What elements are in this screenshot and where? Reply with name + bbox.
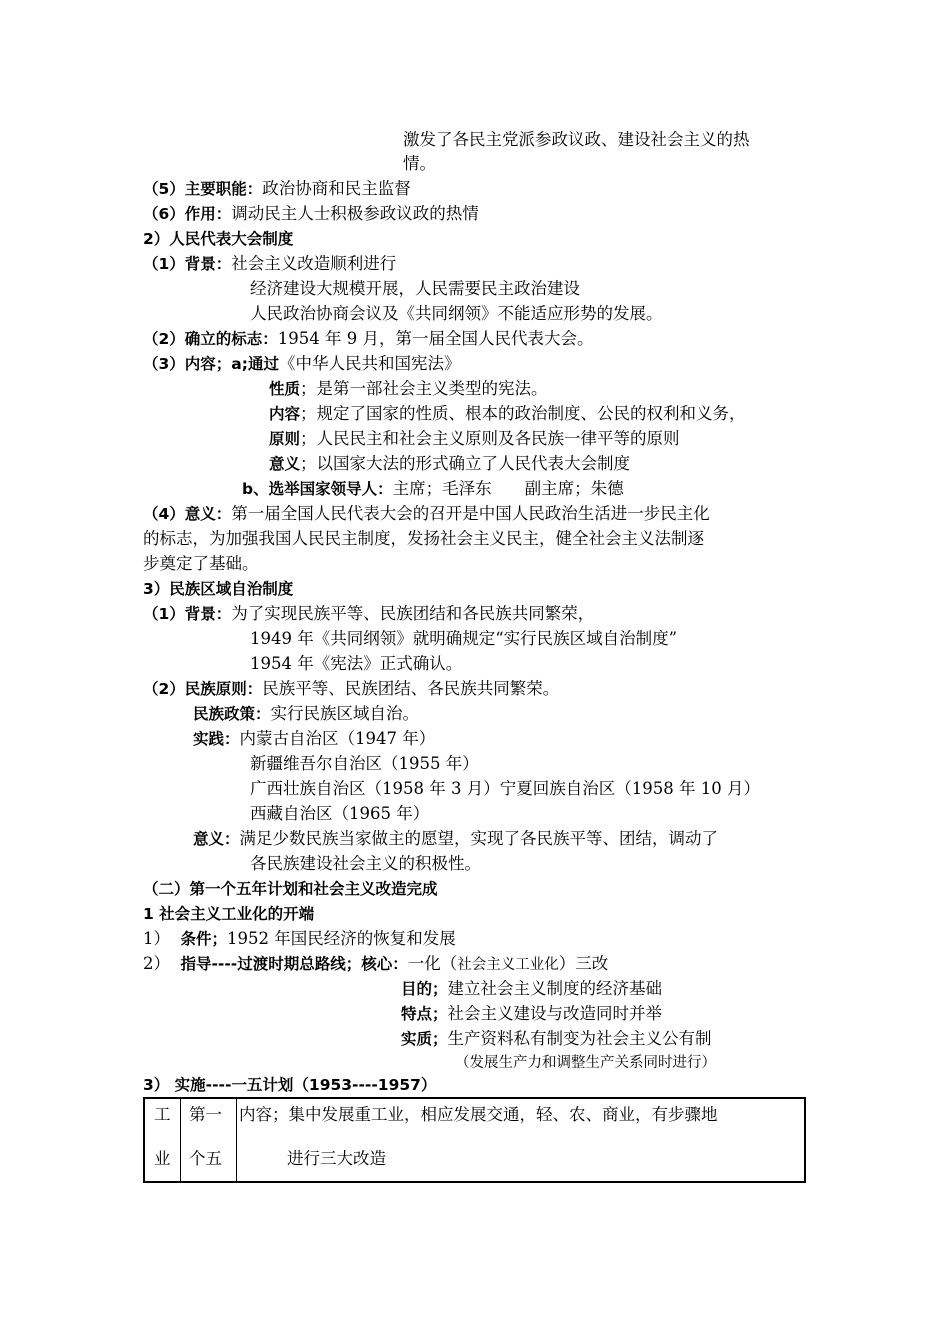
label: 意义 [269,455,301,473]
text-line [193,702,419,726]
table-cell: 内容；集中发展重工业，相应发展交通，轻、农、商业，有步骤地 [239,1105,718,1124]
label: 目的； [401,980,448,998]
value: 政治协商和民主监督 [262,179,411,198]
text-line: 的标志，为加强我国人民民主制度，发扬社会主义民主，健全社会主义法制逐 [143,529,704,548]
value-note: 社会主义工业化 [457,957,559,973]
value: ；人民民主和社会主义原则及各民族一律平等的原则 [300,429,680,448]
value: 满足少数民族当家做主的愿望，实现了各民族平等、团结，调动了 [239,829,719,848]
value: 生产资料私有制变为社会主义公有制 [447,1029,712,1048]
table-column [145,1099,181,1181]
value: ；是第一部社会主义类型的宪法。 [300,379,548,398]
table-cell: 工 [154,1105,171,1124]
section-heading: 1 社会主义工业化的开端 [143,905,315,923]
text-line [269,452,630,476]
text-line: 激发了各民主党派参政议政、建设社会主义的热 [403,130,750,149]
label: 原则 [269,430,301,448]
text-line: 西藏自治区（1965 年） [250,804,430,823]
value: 一化（ [407,954,458,973]
label: （5）主要职能： [143,180,263,198]
section-heading: 3）民族区域自治制度 [143,580,294,598]
text-line: 各民族建设社会主义的积极性。 [250,854,481,873]
table-cell: 业 [154,1149,171,1168]
label: 条件； [180,930,228,948]
text-line [143,602,594,626]
value: 1952 年国民经济的恢复和发展 [227,929,456,948]
text-line: 经济建设大规模开展，人民需要民主政治建设 [250,279,580,298]
value: ）三改 [558,954,609,973]
text-line [269,427,680,451]
value: 实行民族区域自治。 [270,704,420,723]
text-line [143,952,608,977]
value: 建立社会主义制度的经济基础 [447,979,663,998]
text-line [143,252,396,276]
plan-table [143,1097,806,1183]
value: 内蒙古自治区（1947 年） [239,729,436,748]
text-line: 1954 年《宪法》正式确认。 [250,654,463,673]
value: 第一届全国人民代表大会的召开是中国人民政治生活进一步民主化 [231,504,710,523]
value: 民族平等、民族团结、各民族共同繁荣。 [262,679,560,698]
table-column [181,1099,237,1181]
text-line [143,677,559,701]
text-line [143,202,479,226]
text-line: （发展生产力和调整生产关系同时进行） [455,1055,716,1071]
value: 调动民主人士积极参政议政的热情 [231,204,479,223]
value: ；规定了国家的性质、根本的政治制度、公民的权利和义务， [300,404,746,423]
table-cell: 进行三大改造 [287,1149,386,1168]
label: （1）背景： [143,605,232,623]
label: 特点； [401,1005,448,1023]
text-line [193,827,718,851]
text-line [242,477,624,501]
index: 2） [143,954,170,973]
table-cell: 第一 [189,1105,222,1124]
text-line [193,727,435,751]
section-heading: 3） 实施----一五计划（1953----1957） [143,1076,437,1094]
text-line: 情。 [403,154,436,173]
text-line: 人民政治协商会议及《共同纲领》不能适应形势的发展。 [250,304,663,323]
value: ；以国家大法的形式确立了人民代表大会制度 [300,454,631,473]
value: 社会主义建设与改造同时并举 [447,1004,663,1023]
value: 《中华人民共和国宪法》 [278,354,461,373]
label: 实践： [193,730,240,748]
table-cell: 个五 [189,1149,222,1168]
value: 社会主义改造顺利进行 [231,254,397,273]
text-line [401,1027,712,1051]
label: （6）作用： [143,205,232,223]
label: （3）内容；a;通过 [143,355,279,373]
value: 为了实现民族平等、民族团结和各民族共同繁荣， [231,604,595,623]
text-line [143,927,456,951]
text-line [143,352,460,376]
text-line [401,977,662,1001]
text-line: 广西壮族自治区（1958 年 3 月）宁夏回族自治区（1958 年 10 月） [250,779,760,798]
value: 1954 年 9 月，第一届全国人民代表大会。 [277,329,594,348]
section-heading: （二）第一个五年计划和社会主义改造完成 [143,880,438,898]
text-line [143,502,710,526]
text-line [269,377,548,401]
section-heading: 2）人民代表大会制度 [143,230,294,248]
index: 1） [143,929,170,948]
label: （1）背景： [143,255,232,273]
value: 主席；毛泽东 副主席；朱德 [392,479,624,498]
label: 内容 [269,405,301,423]
text-line [401,1002,662,1026]
text-line: 新疆维吾尔自治区（1955 年） [250,754,479,773]
text-line: 1949 年《共同纲领》就明确规定“实行民族区域自治制度” [250,629,678,648]
table-column [237,1099,804,1181]
label: （4）意义： [143,505,232,523]
label: 实质； [401,1030,448,1048]
text-line [143,177,411,201]
text-line [269,402,746,426]
label: 性质 [269,380,301,398]
label: （2）确立的标志： [143,330,278,348]
text-line: 步奠定了基础。 [143,554,259,573]
label: 意义： [193,830,240,848]
label: （2）民族原则： [143,680,263,698]
label: 指导----过渡时期总路线；核心： [180,955,408,973]
text-line [143,327,594,351]
label: b、选举国家领导人： [242,480,393,498]
label: 民族政策： [193,705,271,723]
